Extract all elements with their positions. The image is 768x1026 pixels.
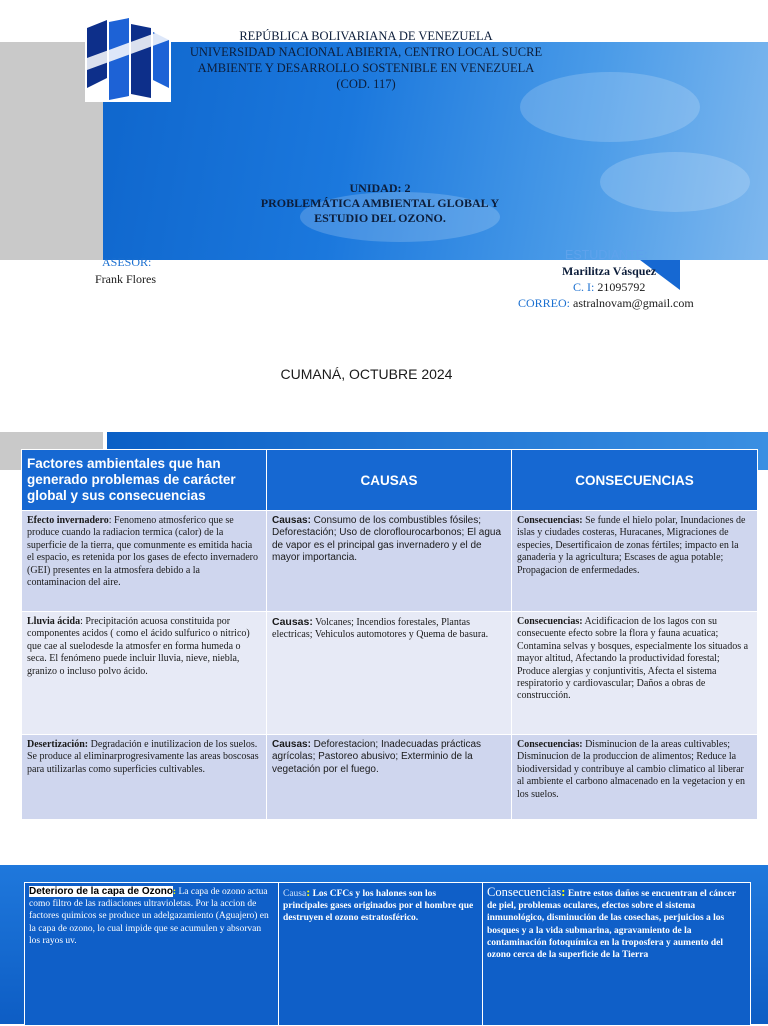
ozone-consequences-cell	[483, 883, 751, 1026]
student-name: Marilitza Vásquez	[562, 264, 657, 278]
header-line-4: (COD. 117)	[336, 77, 396, 91]
student-label: ESTUDIANTE:	[565, 248, 648, 262]
factors-table	[21, 449, 758, 820]
ozone-title-sep: :	[172, 887, 177, 897]
ozone-row	[25, 883, 751, 1026]
email-value: astralnovam@gmail.com	[573, 296, 694, 310]
ozone-consequences-text: Entre estos daños se encuentran el cáncer de piel, problemas oculares, efectos sobre el sistema inmunológico, disminución de las cosechas, perjuicios a los bosques y a la vida submarina, agravamiento de la contaminación fotoquímica en la troposfera y aumento del ozono cerca de la superficie de la Tierra	[487, 889, 736, 961]
factor-title: Lluvia ácida	[27, 616, 81, 627]
consequences-label: Consecuencias:	[517, 739, 583, 750]
causes-label: Causas:	[272, 515, 311, 526]
consequences-text: Se funde el hielo polar, Inundaciones de islas y ciudades costeras, Huracanes, Migraciones de especies, Desertificaion de zonas fértiles; impacto en la ganaderia y la agricultura; Escases de agua potable; Propagacion de enfermedades.	[517, 515, 746, 576]
table-row	[22, 735, 758, 820]
ozone-text: La capa de ozono actua como filtro de las radiaciones ultravioletas. Por la accion de factores quimicos se produce un adelgazamiento (Aguajero) en la capa de ozono, lo cual impide que se acumulen y absorvan los rayos uv.	[29, 887, 269, 946]
ozone-causes-sep: :	[306, 885, 311, 899]
causes-cell	[267, 612, 512, 735]
causes-cell	[267, 735, 512, 820]
factor-cell	[22, 735, 267, 820]
consequences-cell	[512, 612, 758, 735]
factor-title: Efecto invernadero	[27, 515, 109, 526]
unit-line-3: ESTUDIO DEL OZONO.	[314, 211, 446, 225]
consequences-cell	[512, 511, 758, 612]
place-date: CUMANÁ, OCTUBRE 2024	[280, 366, 453, 382]
consequences-cell	[512, 735, 758, 820]
email-label: CORREO:	[518, 296, 571, 310]
advisor-label: ASESOR:	[102, 255, 152, 269]
table-row	[22, 511, 758, 612]
table-row	[22, 612, 758, 735]
factor-title: Desertización:	[27, 739, 89, 750]
header-line-3: AMBIENTE Y DESARROLLO SOSTENIBLE EN VENEZUELA	[197, 61, 535, 75]
ozone-causes-text: Los CFCs y los halones son los principales gases originados por el hombre que destruyen el ozono estratosférico.	[283, 889, 474, 924]
header-line-2: UNIVERSIDAD NACIONAL ABIERTA, CENTRO LOCAL SUCRE	[189, 45, 543, 59]
ozone-consequences-label: Consecuencias	[487, 885, 562, 899]
factor-cell	[22, 612, 267, 735]
email-line	[518, 296, 694, 311]
causes-label: Causas:	[272, 739, 311, 750]
consequences-label: Consecuencias:	[517, 515, 583, 526]
causes-text: Deforestacion; Inadecuadas prácticas agrícolas; Pastoreo abusivo; Exterminio de la vegetación por el fuego.	[272, 739, 482, 775]
consequences-text: Disminucion de la areas cultivables; Disminucion de la produccion de alimentos; Reduce la biodiversidad y contribuye al cambio climatico al liberar al ambiente el carbono almacenado en la vegetacion y en los suelos.	[517, 739, 745, 800]
advisor-name: Frank Flores	[95, 272, 156, 286]
header-line-1: REPÚBLICA BOLIVARIANA DE VENEZUELA	[239, 29, 493, 43]
factor-text: : Fenomeno atmosferico que se produce cuando la radiacion termica (calor) de la superficie de la tierra, que comunmente es emitida hacia el espacio, es retenida por los gases de efecto invernadero (GEI) presentes en la atmosfera debido a la contaminacion del aire.	[27, 515, 259, 589]
factor-cell	[22, 511, 267, 612]
causes-text: Consumo de los combustibles fósiles; Deforestación; Uso de cloroflourocarbonos; El agua de vapor es el principal gas invernadero y el de mayor importancia.	[272, 515, 502, 564]
consequences-label: Consecuencias:	[517, 616, 583, 627]
header-causes: CAUSAS	[267, 450, 512, 511]
factor-text: Degradación e inutilizacion de los suelos. Se produce al eliminarprogresivamente las areas boscosas para utilizarlas como superficies cultivables.	[27, 739, 259, 775]
factor-text: : Precipitación acuosa constituida por componentes acidos ( como el ácido sulfurico o nitrico) que cae al suelodesde la atmosfer en forma humeda o seca. El fenómeno puede incluir lluvia, nieve, niebla, granizo o incluso polvo ácido.	[27, 616, 250, 677]
causes-text: Volcanes; Incendios forestales, Plantas electricas; Vehiculos automotores y Quema de basura.	[272, 617, 489, 641]
ozone-title: Deterioro de la capa de Ozono	[29, 886, 173, 897]
university-logo	[85, 18, 171, 102]
consequences-text: Acidificacion de los lagos con su consecuente efecto sobre la flora y fauna acuatica; Contamina selvas y bosques, especialmente los situados a mayor altitud, Afectando la productividad forestal; Produce alergias y conjuntivitis, Afecta el sistema respiratorio y cardiovascular; Daños a obras de construcción.	[517, 616, 749, 702]
ozone-consequences-sep: :	[561, 885, 566, 899]
causes-label: Causas:	[272, 616, 313, 628]
ci-line	[573, 280, 645, 295]
ozone-causes-label: Causa	[283, 889, 307, 899]
causes-cell	[267, 511, 512, 612]
header-consequences: CONSECUENCIAS	[512, 450, 758, 511]
ci-value: 21095792	[597, 280, 646, 294]
unit-line-2: PROBLEMÁTICA AMBIENTAL GLOBAL Y	[260, 196, 500, 210]
ozone-table	[24, 882, 751, 1026]
ci-label: C. I:	[573, 280, 595, 294]
ozone-description-cell	[25, 883, 279, 1026]
header-factors: Factores ambientales que han generado problemas de carácter global y sus consecuencias	[22, 450, 267, 511]
ozone-causes-cell	[279, 883, 483, 1026]
cloud-decoration	[600, 152, 750, 212]
table-header-row	[22, 450, 758, 511]
unit-line-1: UNIDAD: 2	[349, 181, 411, 195]
